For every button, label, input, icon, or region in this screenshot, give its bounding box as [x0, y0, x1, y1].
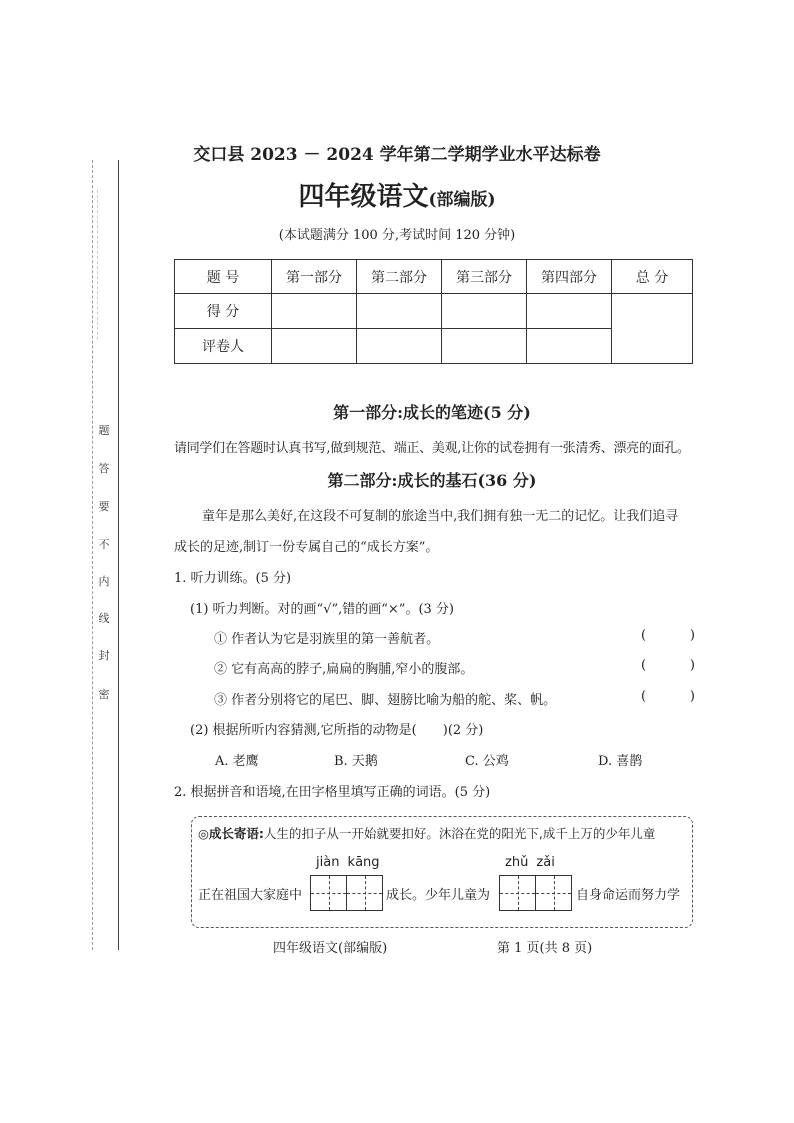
binding-char: 密 — [98, 688, 110, 701]
binding-char: 线 — [98, 612, 110, 625]
binding-char: 答 — [98, 462, 110, 475]
row-label: 评卷人 — [175, 329, 272, 364]
answer-paren[interactable] — [641, 628, 695, 643]
box-after-text: 自身命运而努力学 — [576, 888, 681, 903]
paren-close: ) — [689, 689, 695, 704]
box-before-text: 正在祖国大家庭中 — [198, 888, 303, 903]
q1-sub1: (1) 听力判断。对的画“√”,错的画“×”。(3 分) — [190, 602, 454, 617]
binding-char: 题 — [98, 424, 110, 437]
tian-cell[interactable] — [311, 876, 347, 910]
binding-dashed-line — [92, 160, 93, 950]
header-cell: 第四部分 — [527, 260, 612, 294]
header-cell: 总 分 — [612, 260, 693, 294]
header-cell: 第三部分 — [442, 260, 527, 294]
footer-subject: 四年级语文(部编版) — [273, 941, 388, 956]
tian-grid-jiankang[interactable] — [310, 875, 383, 911]
box-between-text: 成长。少年儿童为 — [386, 888, 491, 903]
row-label: 得 分 — [175, 294, 272, 329]
part1-title: 第一部分:成长的笔迹(5 分) — [333, 403, 531, 422]
option-b[interactable]: B. 天鹅 — [334, 754, 378, 769]
footer-page: 第 1 页(共 8 页) — [497, 941, 593, 956]
q2-title: 2. 根据拼音和语境,在田字格里填写正确的词语。(5 分) — [174, 785, 491, 800]
header-cell: 第二部分 — [357, 260, 442, 294]
grader-cell[interactable] — [527, 329, 612, 364]
q1-item-3: ③ 作者分别将它的尾巴、脚、翅膀比喻为船的舵、桨、帆。 — [214, 693, 557, 708]
header-cell: 题 号 — [175, 260, 272, 294]
score-row — [175, 294, 693, 329]
score-cell[interactable] — [527, 294, 612, 329]
pinyin-jiankang: jiàn kāng — [316, 855, 380, 870]
exam-note: (本试题满分 100 分,考试时间 120 分钟) — [278, 228, 516, 243]
part1-text: 请同学们在答题时认真书写,做到规范、端正、美观,让你的试卷拥有一张清秀、漂亮的面孔。 — [174, 441, 690, 456]
q1-title: 1. 听力训练。(5 分) — [174, 571, 292, 586]
subject-name: 四年级语文 — [298, 182, 429, 212]
grader-cell[interactable] — [357, 329, 442, 364]
pinyin-zhuzai: zhǔ zǎi — [505, 855, 555, 870]
option-c[interactable]: C. 公鸡 — [465, 754, 509, 769]
paren-open: ( — [641, 689, 647, 704]
binding-solid-line — [118, 160, 119, 950]
score-cell[interactable] — [272, 294, 357, 329]
option-a[interactable]: A. 老鹰 — [215, 754, 259, 769]
part2-title: 第二部分:成长的基石(36 分) — [327, 471, 537, 490]
box-line1 — [198, 824, 655, 842]
binding-char: 要 — [98, 500, 110, 513]
part2-intro-line1: 童年是那么美好,在这段不可复制的旅途当中,我们拥有独一无二的记忆。让我们追寻 — [202, 509, 679, 524]
subject-edition: (部编版) — [428, 190, 496, 210]
option-d[interactable]: D. 喜鹊 — [598, 754, 643, 769]
subject-title — [0, 176, 794, 213]
paren-close: ) — [689, 628, 695, 643]
tian-cell[interactable] — [347, 876, 382, 910]
answer-paren[interactable] — [641, 658, 695, 673]
total-score-cell[interactable] — [612, 294, 693, 364]
q1-item-2: ② 它有高高的脖子,扁扁的胸脯,窄小的腹部。 — [214, 662, 474, 677]
paren-close: ) — [689, 658, 695, 673]
binding-char: 封 — [98, 649, 110, 662]
paren-open: ( — [641, 658, 647, 673]
answer-paren[interactable] — [641, 689, 695, 704]
tian-grid-zhuzai[interactable] — [499, 875, 572, 911]
tian-cell[interactable] — [500, 876, 536, 910]
binding-char: 不 — [98, 538, 110, 551]
paren-open: ( — [641, 628, 647, 643]
exam-title: 交口县 2023 － 2024 学年第二学期学业水平达标卷 — [193, 145, 601, 165]
q1-item-1: ① 作者认为它是羽族里的第一善航者。 — [214, 632, 440, 647]
q1-sub2: (2) 根据所听内容猜测,它所指的动物是( )(2 分) — [190, 723, 484, 738]
score-cell[interactable] — [442, 294, 527, 329]
binding-char: 内 — [98, 575, 110, 588]
part2-intro-line2: 成长的足迹,制订一份专属自己的“成长方案”。 — [174, 540, 439, 555]
grader-cell[interactable] — [442, 329, 527, 364]
score-header-row — [175, 260, 693, 294]
tian-cell[interactable] — [536, 876, 571, 910]
grader-cell[interactable] — [272, 329, 357, 364]
header-cell: 第一部分 — [272, 260, 357, 294]
score-cell[interactable] — [357, 294, 442, 329]
box-label: ◎成长寄语: — [198, 826, 264, 841]
box-line1-text: 人生的扣子从一开始就要扣好。沐浴在党的阳光下,成千上万的少年儿童 — [263, 826, 656, 841]
score-table — [174, 259, 693, 364]
